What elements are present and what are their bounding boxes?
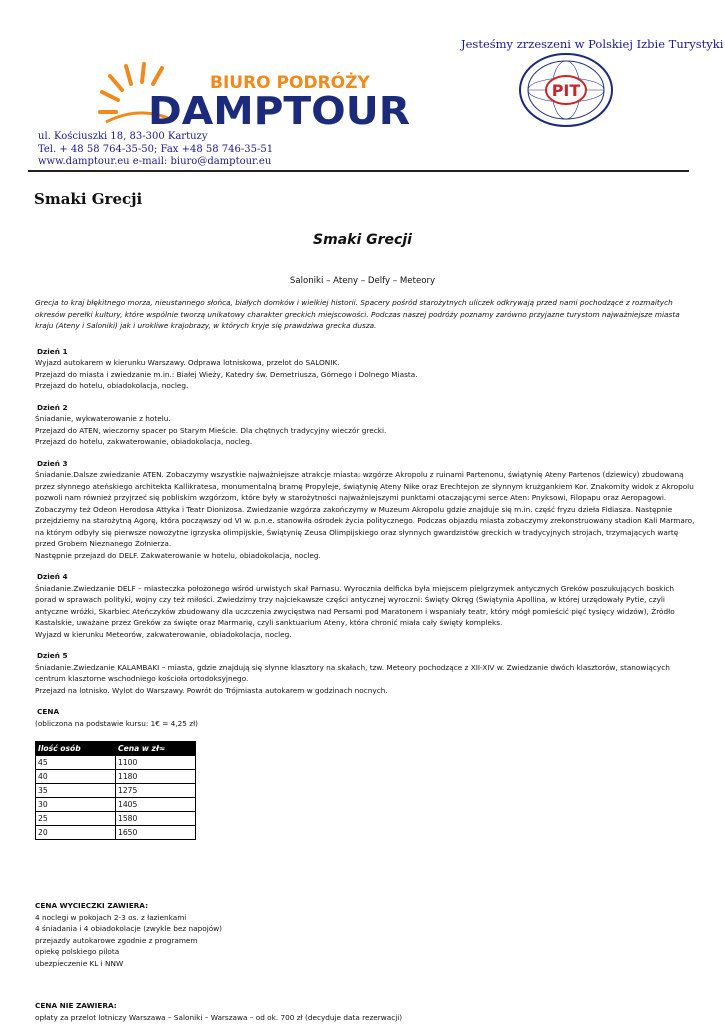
- table-row: [36, 770, 196, 784]
- list-item: przejazdy autokarowe zgodnie z programem: [35, 935, 198, 945]
- day-title: Dzień 5: [37, 651, 68, 660]
- includes-title: CENA WYCIECZKI ZAWIERA:: [35, 901, 148, 910]
- day-title: Dzień 4: [37, 572, 68, 581]
- excludes-section: [35, 1000, 695, 1023]
- price-cell: 1180: [116, 770, 196, 784]
- table-row: [36, 756, 196, 770]
- pit-seal-logo: [518, 52, 614, 128]
- table-row: [36, 812, 196, 826]
- price-table: [35, 741, 196, 840]
- logo-text-main: DAMPTOUR: [148, 89, 410, 130]
- tour-route: Saloniki – Ateny – Delfy – Meteory: [289, 276, 436, 286]
- tour-description: [35, 297, 695, 1023]
- day-title: Dzień 1: [37, 346, 68, 356]
- address-line-web[interactable]: www.damptour.eu e-mail: biuro@damptour.eu: [38, 156, 272, 168]
- day-line: Przejazd do ATEN, wieczorny spacer po Starym Mieście. Dla chętnych tradycyjny wieczór grecki.: [35, 425, 387, 435]
- damptour-logo: [98, 62, 418, 130]
- day-line: Śniadanie.Zwiedzanie DELF – miasteczka położonego wśród urwistych skał Parnasu. Wyrocznia delficka była miejscem pielgrzymek antycznych Greków poszukujących boskich porad w sprawach polityki, wojny czy też miłości. Zwiedzimy trzy najciekawsze części antycznej wyroczni: Święty Okręg (Świątynia Apollina, w której urzędowały Pytie, czyli antyczne wróżki, Skarbiec Ateńczyków zbudowany dla uczczenia zwycięstwa nad Persami pod Maratonem i wspaniały teatr, który mógł pomieścić pięć tysięcy widzów), Źródło Kastalskie, uważane przez Greków za święte oraz Marmarię, czyli sanktuarium Ateny, która chronić miała cały święty kompleks.: [35, 583, 675, 627]
- day-line: Śniadanie, wykwaterowanie z hotelu.: [35, 414, 171, 423]
- list-item: 4 noclegi w pokojach 2-3 os. z łazienkami: [35, 912, 187, 922]
- header-price: Cena w zł≈: [116, 742, 196, 756]
- day-line: Przejazd do miasta i zwiedzanie m.in.: Białej Wieży, Katedry św. Demetriusza, Górnego i Dolnego Miasta.: [35, 369, 418, 379]
- tour-title: Smaki Grecji: [313, 232, 412, 248]
- price-cell: 1100: [116, 756, 196, 770]
- group-size-cell: 20: [36, 826, 116, 840]
- includes-section: [35, 900, 695, 969]
- day-block: [35, 346, 695, 392]
- table-row: [36, 784, 196, 798]
- table-row: [36, 798, 196, 812]
- price-title: CENA: [37, 707, 60, 716]
- group-size-cell: 35: [36, 784, 116, 798]
- list-item: ubezpieczenie KL i NNW: [35, 958, 124, 968]
- price-note: (obliczona na podstawie kursu: 1€ = 4,25 zł): [35, 718, 198, 728]
- day-line: Wyjazd autokarem w kierunku Warszawy. Odprawa lotniskowa, przelot do SALONIK.: [35, 358, 340, 367]
- price-cell: 1405: [116, 798, 196, 812]
- group-size-cell: 25: [36, 812, 116, 826]
- logo-text-top: BIURO PODRÓŻY: [210, 73, 370, 93]
- day-line: Śniadanie.Dalsze zwiedzanie ATEN. Zobaczymy wszystkie najważniejsze atrakcje miasta: wzgórze Akropolu z ruinami Partenonu, świątynię Ateny Partenos (dziewicy) zbudowaną przez słynnego ateńskiego architekta Kallikratesa, monumentalną bramę Propyleje, świątynię Ateny Nike oraz Erechtejon ze słynnym krużgankiem Kor. Znakomity widok z Akropolu pozwoli nam również przyjrzeć się pobliskim wzgórzom, które były w starożytności najważniejszymi punktami otaczającymi serce Aten: Pnyksowi, Filopapu oraz Aeropagowi. Zobaczymy też Odeon Herodosa Attyka i Teatr Dionizosa. Zwiedzanie wzgórza zakończymy w Muzeum Akropolu gdzie znajduje się m.in. część fryzu dzieła Fidiasza. Następnie przejdziemy na starożytną Agorę, która począwszy od VI w. p.n.e. stanowiła ośrodek życia politycznego. Podczas objazdu miasta zobaczymy zrekonstruowany stadion Kali Marmaro, na którym odbyły się pierwsze nowożytne igrzyska olimpijskie, Świątynię Zeusa Olimpijskiego oraz słynnych gwardzistów greckich w tradycyjnych strojach, trzymających wartę przed Grobem Nieznanego Żołnierza.: [35, 470, 695, 548]
- day-line: Następnie przejazd do DELF. Zakwaterowanie w hotelu, obiadokolacja, nocleg.: [35, 550, 321, 560]
- header-group-size: Ilość osób: [36, 742, 116, 756]
- list-item: 4 śniadania i 4 obiadokolacje (zwykle bez napojów): [35, 924, 223, 933]
- seal-text: PIT: [551, 81, 581, 100]
- day-title: Dzień 3: [37, 458, 68, 468]
- table-row: [36, 826, 196, 840]
- group-size-cell: 45: [36, 756, 116, 770]
- intro-paragraph: Grecja to kraj błękitnego morza, nieustannego słońca, białych domków i wielkiej historii. Spacery pośród starożytnych uliczek odkrywają przed nami pochodzące z rozmaitych okresów perełki kultury, które wspólnie tworzą unikatowy charakter greckich miejscowości. Podczas naszej podróży poznamy zarówno przyjazne turystom najważniejsze miasta kraju (Ateny i Saloniki) jak i urokliwe krajobrazy, w których kryje się prawdziwa grecka dusza.: [35, 298, 680, 330]
- list-item: opłaty za przelot lotniczy Warszawa – Saloniki – Warszawa – od ok. 700 zł (decyduje data rezerwacji): [35, 1012, 403, 1022]
- day-block: [35, 650, 695, 696]
- day-line: Przejazd na lotnisko. Wylot do Warszawy. Powrót do Trójmiasta autokarem w godzinach nocnych.: [35, 685, 388, 695]
- day-line: Wyjazd w kierunku Meteorów, zakwaterowanie, obiadokolacja, nocleg.: [35, 629, 292, 639]
- day-line: Przejazd do hotelu, zakwaterowanie, obiadokolacja, nocleg.: [35, 437, 253, 446]
- list-item: opiekę polskiego pilota: [35, 947, 120, 956]
- group-size-cell: 40: [36, 770, 116, 784]
- price-cell: 1580: [116, 812, 196, 826]
- group-size-cell: 30: [36, 798, 116, 812]
- company-address: [38, 131, 273, 169]
- day-line: Śniadanie.Zwiedzanie KALAMBAKI – miasta, gdzie znajdują się słynne klasztory na skałach, tzw. Meteory pochodzące z XII-XIV w. Zwiedzanie dwóch klasztorów, stanowiących centrum klasztorne wschodniego kościoła ortodoksyjnego.: [35, 662, 670, 683]
- price-cell: 1650: [116, 826, 196, 840]
- day-title: Dzień 2: [37, 402, 68, 412]
- page-title: Smaki Grecji: [34, 190, 143, 208]
- address-line-phone: Tel. + 48 58 764-35-50; Fax +48 58 746-35-51: [38, 143, 274, 155]
- day-block: [35, 458, 695, 562]
- day-block: [35, 571, 695, 640]
- address-line-street: ul. Kościuszki 18, 83-300 Kartuzy: [38, 131, 208, 142]
- price-cell: 1275: [116, 784, 196, 798]
- day-block: [35, 402, 695, 448]
- day-line: Przejazd do hotelu, obiadokolacja, nocleg.: [35, 381, 189, 390]
- pit-membership-tagline: Jesteśmy zrzeszeni w Polskiej Izbie Turystyki: [461, 37, 724, 51]
- price-table-header: [36, 742, 196, 756]
- excludes-title: CENA NIE ZAWIERA:: [35, 1001, 117, 1010]
- header-divider: [28, 170, 689, 172]
